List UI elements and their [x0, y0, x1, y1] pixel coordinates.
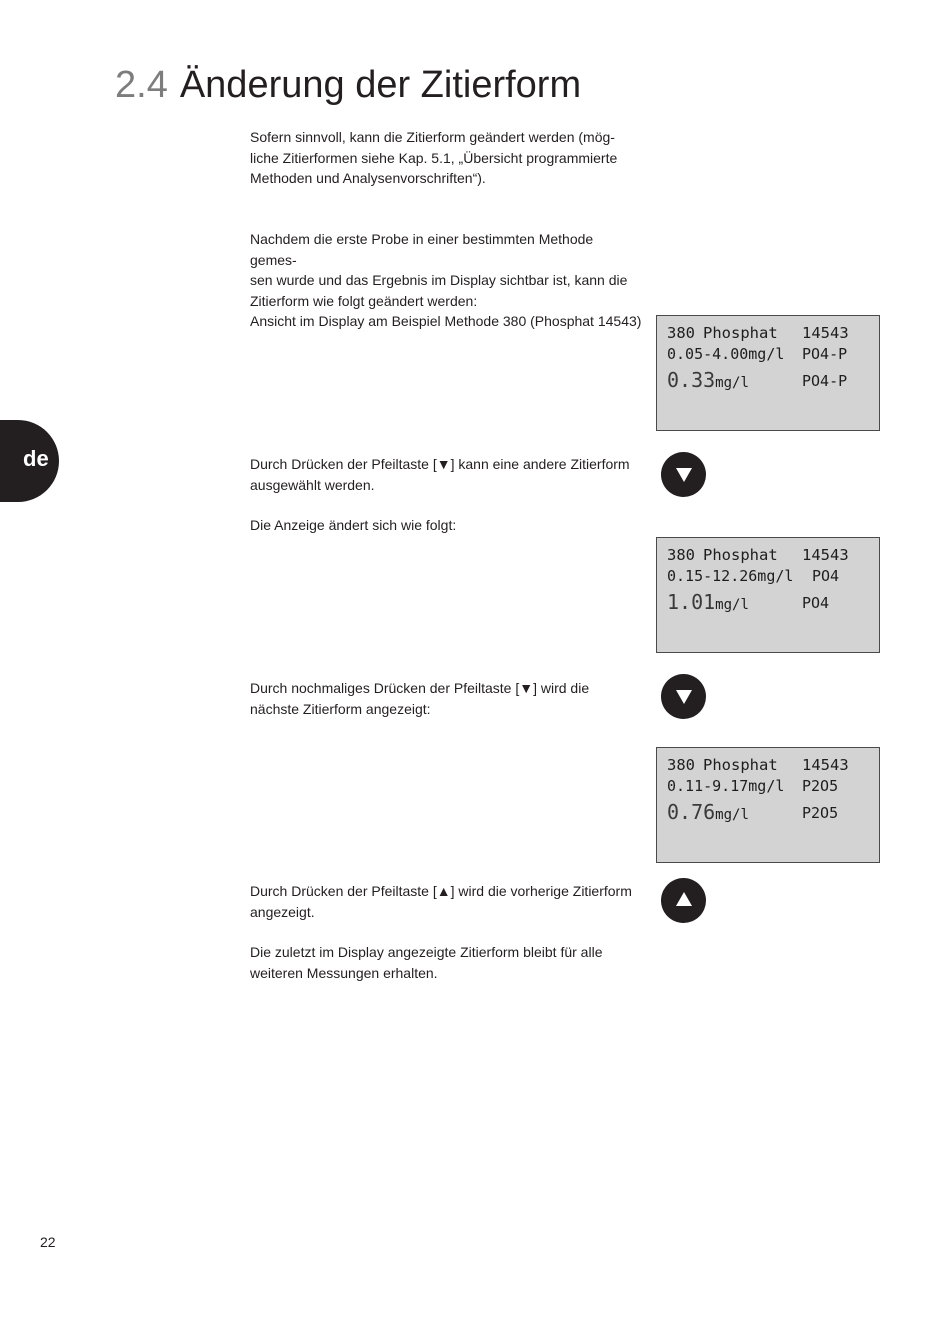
- lcd-range: 0.11-9.17mg/l: [667, 777, 785, 795]
- display-caption: [250, 311, 650, 332]
- arrow-down-key-icon: [661, 452, 706, 497]
- lcd-value: 1.01: [667, 590, 716, 614]
- text-line: angezeigt.: [250, 903, 315, 920]
- lcd-method: 380: [667, 324, 695, 342]
- lcd-name: Phosphat: [703, 756, 778, 774]
- arrow-up-key-icon: [661, 878, 706, 923]
- section-title: [115, 64, 581, 107]
- lcd-value: 0.76: [667, 800, 716, 824]
- text-line: nächste Zitierform angezeigt:: [250, 700, 431, 717]
- lcd-form: PO4: [812, 567, 840, 585]
- lcd-display-3: [656, 747, 880, 863]
- lcd-code: 14543: [802, 756, 849, 774]
- lcd-form-result: P2O5: [802, 804, 839, 822]
- text-line: Durch Drücken der Pfeiltaste [▼] kann eine andere Zitierform: [250, 456, 630, 472]
- lcd-unit: mg/l: [715, 597, 749, 613]
- section-number: 2.4: [115, 64, 168, 106]
- text-line: Die Anzeige ändert sich wie folgt:: [250, 517, 457, 533]
- lcd-range: 0.05-4.00mg/l: [667, 345, 785, 363]
- text-line: liche Zitierformen siehe Kap. 5.1, „Übersicht programmierte: [250, 149, 618, 166]
- text-line: weiteren Messungen erhalten.: [250, 964, 438, 981]
- section-heading: Änderung der Zitierform: [179, 64, 582, 106]
- lcd-value: 0.33: [667, 368, 716, 392]
- lcd-unit: mg/l: [715, 807, 749, 823]
- language-tab-label: de: [23, 446, 49, 471]
- lcd-form-result: PO4: [802, 594, 830, 612]
- lcd-form: P2O5: [802, 777, 839, 795]
- arrow-down-key-icon: [661, 674, 706, 719]
- lcd-display-2: [656, 537, 880, 653]
- lcd-display-1: [656, 315, 880, 431]
- step1-paragraph: [250, 229, 640, 311]
- text-line: Zitierform wie folgt geändert werden:: [250, 292, 478, 309]
- step3-paragraph: [250, 678, 640, 719]
- text-line: Die zuletzt im Display angezeigte Zitierform bleibt für alle: [250, 944, 603, 960]
- lcd-name: Phosphat: [703, 324, 778, 342]
- lcd-code: 14543: [802, 324, 849, 342]
- language-tab: [0, 420, 59, 502]
- lcd-method: 380: [667, 756, 695, 774]
- page-number: 22: [40, 1234, 56, 1250]
- step2-note: [250, 515, 640, 536]
- text-line: ausgewählt werden.: [250, 476, 375, 493]
- text-line: Methoden und Analysenvorschriften“).: [250, 170, 486, 186]
- lcd-method: 380: [667, 546, 695, 564]
- text-line: sen wurde und das Ergebnis im Display sichtbar ist, kann die: [250, 272, 628, 288]
- text-line: Sofern sinnvoll, kann die Zitierform geändert werden (mög-: [250, 129, 615, 145]
- step4-paragraph: [250, 881, 640, 922]
- closing-paragraph: [250, 942, 640, 983]
- lcd-unit: mg/l: [715, 375, 749, 391]
- lcd-form-result: PO4-P: [802, 372, 848, 390]
- text-line: Durch Drücken der Pfeiltaste [▲] wird die vorherige Zitierform: [250, 883, 632, 899]
- lcd-name: Phosphat: [703, 546, 778, 564]
- lcd-range: 0.15-12.26mg/l: [667, 567, 794, 585]
- step2-paragraph: [250, 454, 640, 495]
- intro-paragraph: [250, 127, 640, 189]
- text-line: Ansicht im Display am Beispiel Methode 380 (Phosphat 14543): [250, 313, 642, 329]
- lcd-form: PO4-P: [802, 345, 848, 363]
- text-line: Durch nochmaliges Drücken der Pfeiltaste [▼] wird die: [250, 680, 590, 696]
- text-line: Nachdem die erste Probe in einer bestimmten Methode gemes-: [250, 231, 594, 268]
- lcd-code: 14543: [802, 546, 849, 564]
